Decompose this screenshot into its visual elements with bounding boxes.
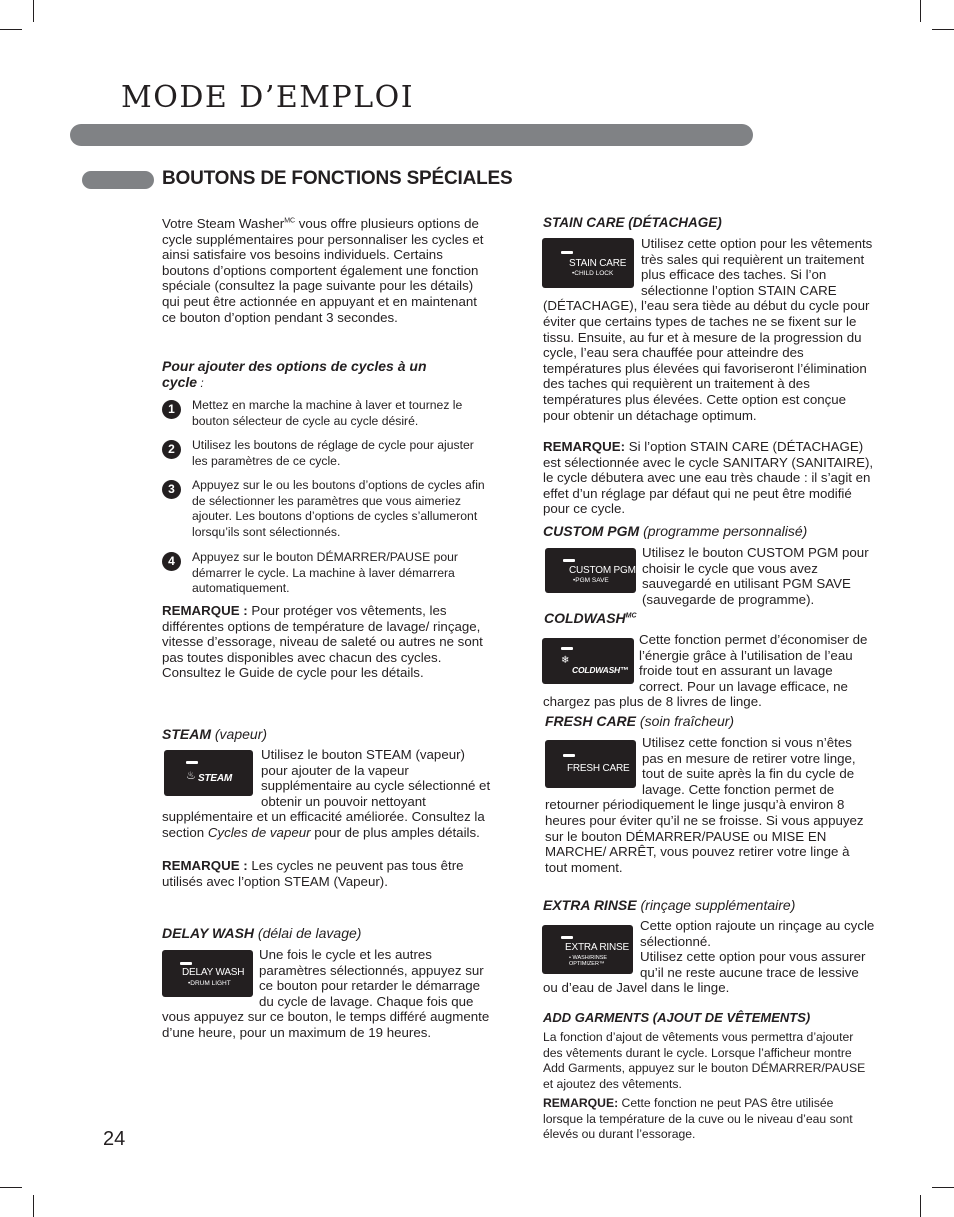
add-garments-text: La fonction d’ajout de vêtements vous permettra d’ajouter des vêtements durant le cycle. Lorsque l’afficheur montre Add Garments, appuyez sur le bouton DÉMARRER/PAUSE et ajoutez des vêtements. xyxy=(543,1030,866,1091)
snowflake-icon: ❄ xyxy=(561,655,570,666)
crop-mark xyxy=(920,0,921,22)
crop-mark xyxy=(33,1195,34,1217)
steam-heading: STEAM (vapeur) xyxy=(162,726,268,742)
intro-paragraph: Votre Steam Washer$^{MC}$ vous offre plusieurs options de cycle supplémentaires pour personnaliser les cycles et ainsi satisfaire vos besoins individuels. Certains boutons d’options comportent également une fonction spéciale (consultez la page suivante pour les détails) qui peut être actionnée en appuyant et en maintenant ce bouton d’option pendant 3 secondes. xyxy=(162,216,484,325)
delay-wash-text: Une fois le cycle et les autres paramètres sélectionnés, appuyez sur ce bouton pour retarder le démarrage du cycle de lavage. Chaque fois que vous appuyez sur ce bouton, le temps différé augmente d’une heure, pour un maximum de 19 heures. xyxy=(162,947,490,1040)
button-label: CUSTOM PGM xyxy=(569,565,636,576)
crop-mark xyxy=(920,1195,921,1217)
button-label: FRESH CARE xyxy=(567,763,630,774)
add-garments-heading: ADD GARMENTS (AJOUT DE VÊTEMENTS) xyxy=(543,1010,811,1025)
button-label: STAIN CARE xyxy=(569,258,627,269)
add-options-note: REMARQUE : Pour protéger vos vêtements, les différentes options de température de lavage/ rinçage, vitesse d’essorage, niveau de saleté ou autres ne sont pas toutes disponibles avec chacun des cycles. Consultez le Guide de cycle pour les détails. xyxy=(162,603,483,681)
button-sublabel: • WASH/RINSE OPTIMIZER™ xyxy=(569,955,608,967)
crop-mark xyxy=(932,29,954,30)
step-number: 3 xyxy=(162,480,181,499)
page-number: 24 xyxy=(103,1128,126,1150)
extra-rinse-heading: EXTRA RINSE (rinçage supplémentaire) xyxy=(543,897,796,913)
section-title: BOUTONS DE FONCTIONS SPÉCIALES xyxy=(162,168,513,189)
button-sublabel: •PGM SAVE xyxy=(573,577,609,584)
add-options-heading: Pour ajouter des options de cycles à un cycle : xyxy=(162,358,427,390)
stain-care-note: REMARQUE: Si l’option STAIN CARE (DÉTACHAGE) est sélectionnée avec le cycle SANITARY (SANITAIRE), le cycle débutera avec une eau très chaude : il s’agit en effet d’un réglage par défaut qui ne peut être modifié pour ce cycle. xyxy=(543,439,874,517)
step-number: 4 xyxy=(162,552,181,571)
section-marker xyxy=(82,171,154,189)
button-label: STEAM xyxy=(198,773,233,784)
steam-text: Utilisez le bouton STEAM (vapeur) pour ajouter de la vapeur supplémentaire au cycle sélectionné et obtenir un pouvoir nettoyant supplémentaire et un efficacité améliorée. Consultez la section Cycles de vapeur pour de plus amples détails. xyxy=(162,747,491,840)
step-number: 1 xyxy=(162,400,181,419)
fresh-care-heading: FRESH CARE (soin fraîcheur) xyxy=(545,713,735,729)
led-indicator xyxy=(563,559,575,562)
button-sublabel: •CHILD LOCK xyxy=(572,270,614,277)
fresh-care-text: Utilisez cette fonction si vous n’êtes pas en mesure de retirer votre linge, tout de suite après la fin du cycle de lavage. Cette fonction permet de retourner périodiquement le linge jusqu’à environ 8 heures pour éviter qu’il ne se froisse. Si vous appuyez sur le bouton DÉMARRER/PAUSE ou MISE EN MARCHE/ ARRÊT, vous pouvez retirer votre linge à tout moment. xyxy=(545,735,864,875)
step-text: Appuyez sur le bouton DÉMARRER/PAUSE pour démarrer le cycle. La machine à laver démarrera automatiquement. xyxy=(192,550,458,596)
step-text: Mettez en marche la machine à laver et tournez le bouton sélecteur de cycle au cycle désiré. xyxy=(192,398,463,428)
add-garments-note: REMARQUE: Cette fonction ne peut PAS être utilisée lorsque la température de la cuve ou le niveau d’eau sont élevés ou durant l’essorage. xyxy=(543,1096,853,1142)
step-text: Appuyez sur le ou les boutons d’options de cycles afin de sélectionner les paramètres que vous aimeriez ajouter. Les boutons d’options de cycles s’allumeront lorsqu’ils sont sélectionnés. xyxy=(192,478,485,540)
stain-care-text: Utilisez cette option pour les vêtements très sales qui requièrent un traitement plus efficace des taches. Si l’on sélectionne l’option STAIN CARE (DÉTACHAGE), l’eau sera tiède au début du cycle pour éviter que certains types de taches ne se fixent sur le tissu. Ensuite, au fur et à mesure de la progression du cycle, l’eau sera chauffée pour atteindre des températures plus élevées qui favoriseront l’élimination des taches qui requièrent un traitement à des températures plus élevées. Cette option est conçue pour obtenir un détachage optimum. xyxy=(543,236,873,423)
stain-care-heading: STAIN CARE (DÉTACHAGE) xyxy=(543,215,722,230)
step-text: Utilisez les boutons de réglage de cycle pour ajuster les paramètres de ce cycle. xyxy=(192,438,474,468)
custom-pgm-heading: CUSTOM PGM (programme personnalisé) xyxy=(543,523,808,539)
title-bar xyxy=(70,124,753,146)
extra-rinse-text: Cette option rajoute un rinçage au cycle sélectionné. Utilisez cette option pour vous assurer qu’il ne reste aucune trace de lessive ou d’eau de Javel dans le linge. xyxy=(543,918,875,996)
crop-mark xyxy=(33,0,34,22)
coldwash-heading: $COLDWASH^{MC}$ xyxy=(544,610,637,626)
crop-mark xyxy=(932,1187,954,1188)
step-number: 2 xyxy=(162,440,181,459)
button-label: EXTRA RINSE xyxy=(565,942,629,953)
delay-wash-heading: DELAY WASH (délai de lavage) xyxy=(162,925,362,941)
custom-pgm-text: Utilisez le bouton CUSTOM PGM pour choisir le cycle que vous avez sauvegardé en utilisant PGM SAVE (sauvegarde de programme). xyxy=(642,545,869,607)
page-title: MODE D’EMPLOI xyxy=(121,80,415,115)
button-label: COLDWASH™ xyxy=(572,665,629,675)
coldwash-text: Cette fonction permet d’économiser de l’énergie grâce à l’utilisation de l’eau froide tout en assurant un lavage correct. Pour un lavage efficace, ne chargez pas plus de 8 livres de linge. xyxy=(543,632,868,710)
crop-mark xyxy=(0,1187,22,1188)
crop-mark xyxy=(0,29,22,30)
steam-icon: ♨ xyxy=(186,770,196,782)
steam-note: REMARQUE : Les cycles ne peuvent pas tous être utilisés avec l’option STEAM (Vapeur). xyxy=(162,858,464,889)
button-sublabel: •DRUM LIGHT xyxy=(188,980,231,987)
custom-pgm-button-image xyxy=(545,548,636,593)
button-label: DELAY WASH xyxy=(182,967,245,978)
